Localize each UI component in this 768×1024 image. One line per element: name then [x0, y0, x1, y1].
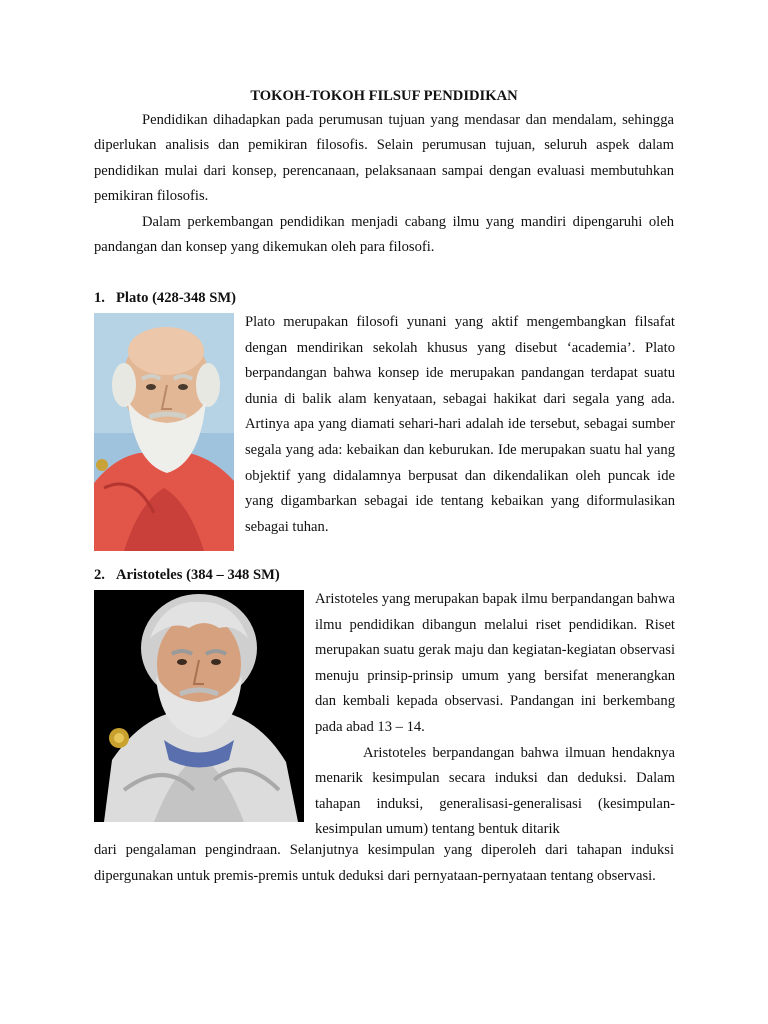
- plato-paragraph: Plato merupakan filosofi yunani yang aktif mengembangkan filsafat dengan mendirikan sekolah khusus yang disebut ‘academia’. Plato berpandangan bahwa konsep ide merupakan pandangan terdapat suatu dunia di balik alam kenyataan, sebagai hakikat dari segala yang ada. Artinya apa yang diamati sehari-hari adalah ide tersebut, sebagai sumber segala yang ada: kebaikan dan keburukan. Ide merupakan suatu hal yang objektif yang didalamnya berpusat dan dikendalikan oleh puncak ide yang digambarkan sebagai ide tentang kebaikan yang diformulasikan sebagai tuhan.: [245, 314, 675, 535]
- section-number: 2.: [94, 567, 105, 583]
- plato-portrait: [94, 313, 234, 551]
- aristoteles-text-wrapped: [315, 587, 675, 843]
- aristoteles-portrait: [94, 590, 304, 822]
- section-heading-aristoteles: [94, 565, 280, 585]
- aristoteles-paragraph-3: dari pengalaman pengindraan. Selanjutnya kesimpulan yang diperoleh dari tahapan induksi dipergunakan untuk premis-premis untuk deduksi dari pernyataan-pernyataan tentang observasi.: [94, 842, 674, 884]
- plato-portrait-image: [94, 313, 234, 551]
- section-number: 1.: [94, 290, 105, 306]
- aristoteles-paragraph-1: Aristoteles yang merupakan bapak ilmu berpandangan bahwa ilmu pendidikan dibangun melalui riset pendidikan. Riset merupakan suatu gerak maju dan kegiatan-kegiatan observasi menuju prinsip-prinsip umum yang bersifat menerangkan dan kembali kepada observasi. Pandangan ini berkembang pada abad 13 – 14.: [315, 591, 675, 735]
- section-heading-plato: [94, 288, 236, 308]
- section-title: Aristoteles (384 – 348 SM): [116, 567, 280, 583]
- aristoteles-portrait-image: [94, 590, 304, 822]
- intro-paragraph-2: Dalam perkembangan pendidikan menjadi cabang ilmu yang mandiri dipengaruhi oleh pandangan dan konsep yang dikemukan oleh para filosofi.: [94, 214, 674, 256]
- plato-text: [245, 310, 675, 540]
- page-title: TOKOH-TOKOH FILSUF PENDIDIKAN: [250, 88, 518, 104]
- section-title: Plato (428-348 SM): [116, 290, 236, 306]
- intro-paragraph-1: Pendidikan dihadapkan pada perumusan tujuan yang mendasar dan mendalam, sehingga diperlukan analisis dan pemikiran filosofis. Selain perumusan tujuan, seluruh aspek dalam pendidikan mulai dari konsep, perencanaan, pelaksanaan sampai dengan evaluasi membutuhkan pemikiran filosofis.: [94, 112, 674, 205]
- aristoteles-paragraph-2: Aristoteles berpandangan bahwa ilmuan hendaknya menarik kesimpulan secara induksi dan deduksi. Dalam tahapan induksi, generalisasi-generalisasi (kesimpulan-kesimpulan umum) tentang bentuk ditarik: [315, 744, 675, 838]
- aristoteles-text-full: [94, 838, 674, 889]
